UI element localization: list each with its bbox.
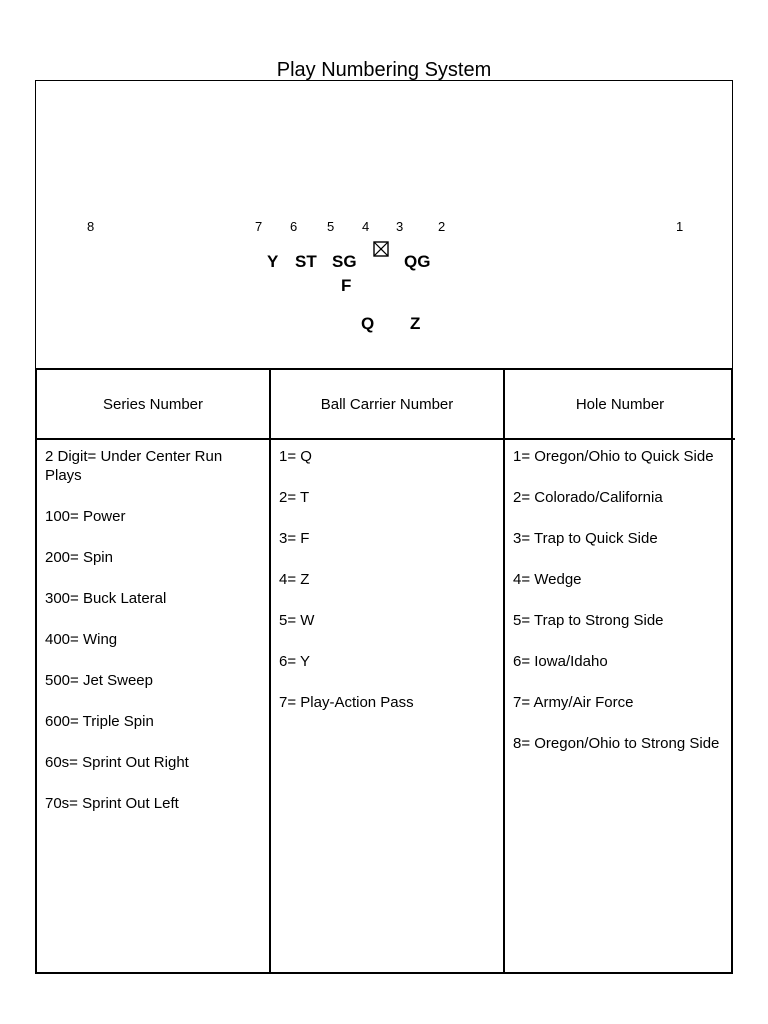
hole-entry: 3= Trap to Quick Side: [513, 530, 658, 547]
player-q: Q: [361, 314, 375, 333]
series-entry: 100= Power: [45, 508, 126, 525]
hole-number-6: 6: [290, 219, 298, 234]
series-header: Series Number: [37, 370, 269, 440]
player-st: ST: [295, 252, 317, 271]
player-sg: SG: [332, 252, 357, 271]
ball-carrier-entry: 3= F: [279, 530, 310, 547]
ball-carrier-entry: 5= W: [279, 612, 315, 629]
ball-carrier-entry: 4= Z: [279, 571, 310, 588]
hole-number-2: 2: [438, 219, 446, 234]
series-entry: 400= Wing: [45, 631, 118, 648]
hole-entry: 5= Trap to Strong Side: [513, 612, 664, 629]
player-f: F: [341, 276, 352, 295]
series-entry: 200= Spin: [45, 549, 113, 566]
hole-number-5: 5: [327, 219, 335, 234]
series-column: [37, 370, 271, 972]
series-entry: 300= Buck Lateral: [45, 590, 167, 607]
hole-column: [505, 370, 735, 972]
hole-number-8: 8: [87, 219, 95, 234]
ball-carrier-entry: 1= Q: [279, 448, 312, 465]
hole-list: [505, 440, 735, 753]
ball-carrier-header: Ball Carrier Number: [271, 370, 503, 440]
player-qg: QG: [404, 252, 431, 271]
numbering-table: [35, 368, 733, 974]
hole-entry: 7= Army/Air Force: [513, 694, 634, 711]
hole-number-7: 7: [255, 219, 263, 234]
hole-number-1: 1: [676, 219, 684, 234]
ball-carrier-entry: 6= Y: [279, 653, 311, 670]
hole-entry: 6= Iowa/Idaho: [513, 653, 608, 670]
formation-diagram: [35, 80, 733, 368]
ball-carrier-entry: 7= Play-Action Pass: [279, 694, 414, 711]
series-list: [37, 440, 269, 813]
series-entry: 600= Triple Spin: [45, 713, 154, 730]
hole-entry: 8= Oregon/Ohio to Strong Side: [513, 735, 720, 752]
player-z: Z: [410, 314, 421, 333]
hole-number-4: 4: [362, 219, 370, 234]
hole-number-3: 3: [396, 219, 404, 234]
page-title: Play Numbering System: [276, 59, 492, 81]
series-entry: 500= Jet Sweep: [45, 672, 153, 689]
hole-entry: 2= Colorado/California: [513, 489, 663, 506]
hole-header: Hole Number: [505, 370, 735, 440]
series-entry: 70s= Sprint Out Left: [45, 795, 179, 812]
series-entry: 60s= Sprint Out Right: [45, 754, 189, 771]
x-box-icon: [373, 241, 389, 257]
hole-entry: 1= Oregon/Ohio to Quick Side: [513, 448, 714, 465]
player-y: Y: [267, 252, 279, 271]
ball-carrier-list: [271, 440, 503, 712]
hole-entry: 4= Wedge: [513, 571, 582, 588]
ball-carrier-column: [271, 370, 505, 972]
series-entry: 2 Digit= Under Center Run Plays: [45, 448, 223, 484]
ball-carrier-entry: 2= T: [279, 489, 310, 506]
